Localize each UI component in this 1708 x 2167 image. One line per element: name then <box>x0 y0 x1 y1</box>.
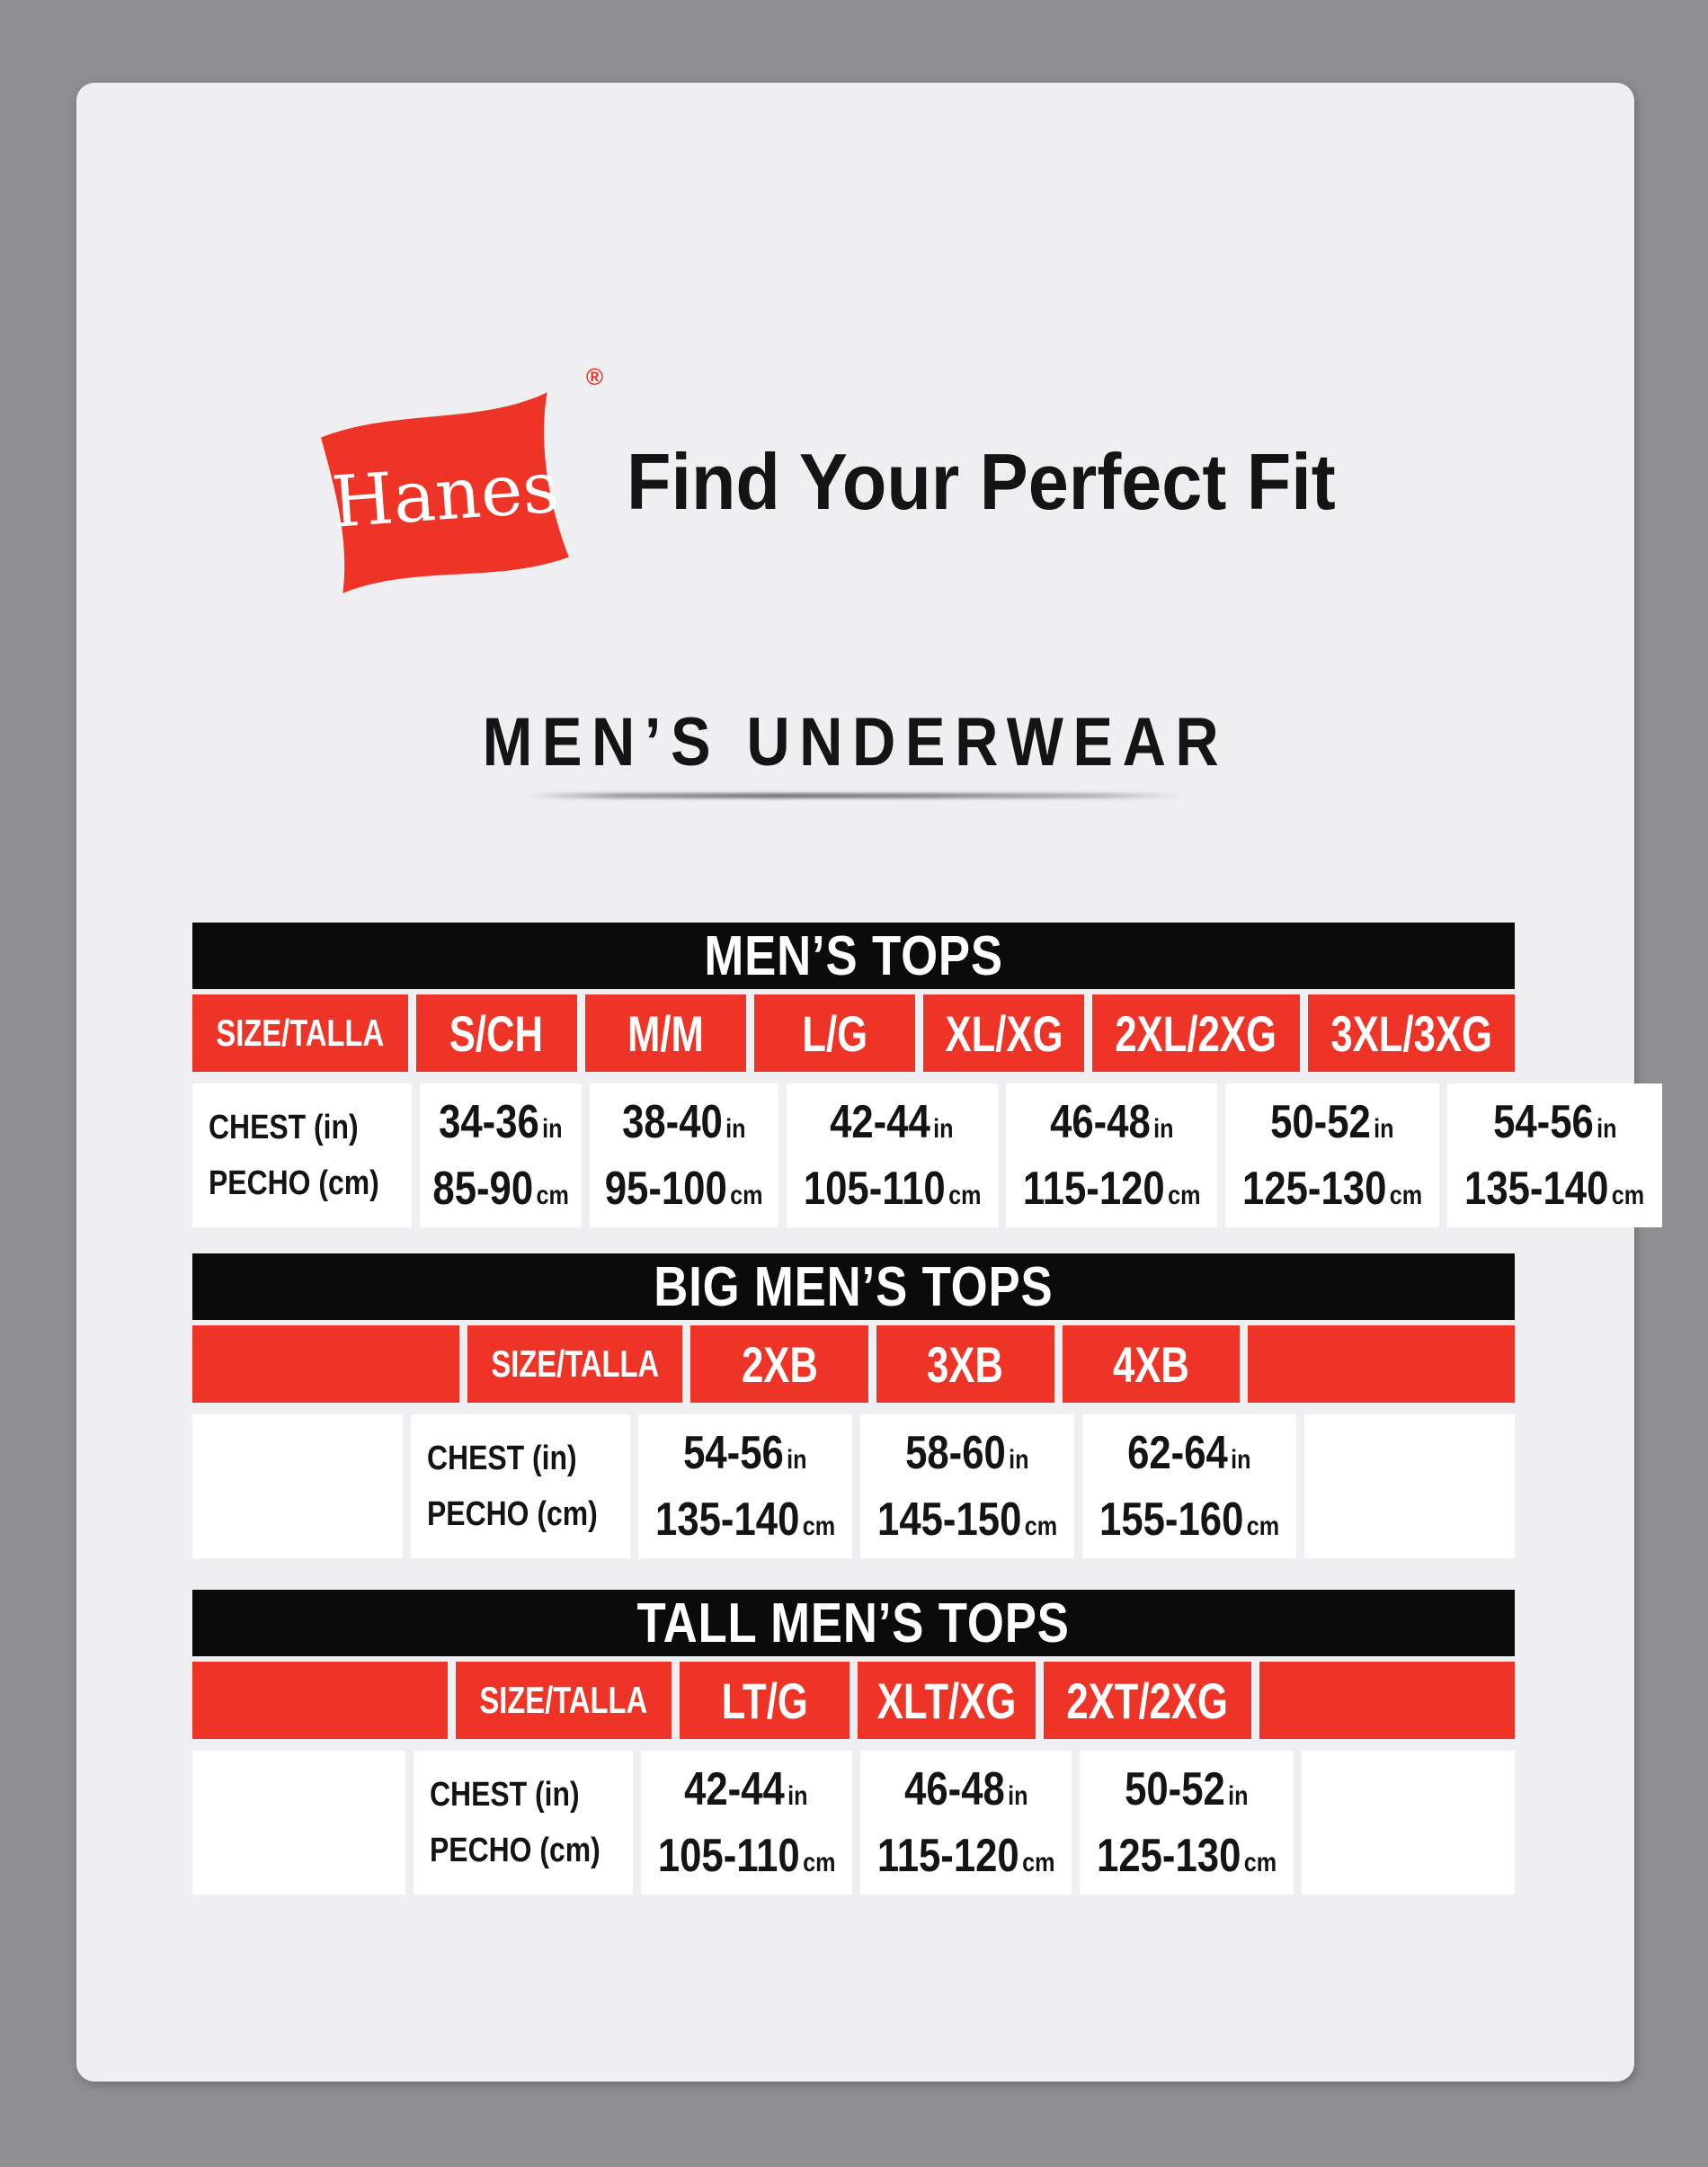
chest-label: CHEST (in) <box>429 1776 580 1814</box>
table-big-mens-tops <box>192 1253 1515 1558</box>
spacer-cell <box>1248 1325 1515 1403</box>
chest-pecho-label-cell <box>414 1751 633 1895</box>
value-cell: 54-56 in 135-140 cm <box>638 1414 852 1558</box>
size-cell: 2XT/2XG <box>1044 1662 1250 1739</box>
svg-text:Hanes: Hanes <box>329 445 562 544</box>
value-cell: 46-48 in 115-120 cm <box>860 1751 1072 1895</box>
registered-trademark-icon: ® <box>585 363 603 390</box>
table-tall-mens-tops <box>192 1590 1515 1895</box>
size-cell: L/G <box>754 994 915 1072</box>
headline <box>627 439 1526 525</box>
spacer-cell <box>1304 1414 1515 1558</box>
value-cell: 50-52 in 125-130 cm <box>1080 1751 1294 1895</box>
size-cell: XLT/XG <box>858 1662 1036 1739</box>
value-cell: 62-64 in 155-160 cm <box>1082 1414 1296 1558</box>
table-title-band <box>192 1590 1515 1656</box>
measurement-row <box>192 1414 1515 1558</box>
size-cell: 4XB <box>1063 1325 1241 1403</box>
value-cell: 38-40 in 95-100 cm <box>590 1084 778 1227</box>
size-header-row <box>192 1325 1515 1403</box>
hanes-flag-icon <box>308 376 589 615</box>
table-mens-tops <box>192 923 1645 1227</box>
chest-pecho-label-cell <box>411 1414 630 1558</box>
table-title: BIG MEN’S TOPS <box>654 1255 1054 1318</box>
size-cell: 3XB <box>876 1325 1054 1403</box>
size-cell: 2XL/2XG <box>1092 994 1299 1072</box>
size-talla-header-cell: SIZE/TALLA <box>456 1662 672 1739</box>
table-title: TALL MEN’S TOPS <box>636 1592 1071 1654</box>
table-title: MEN’S TOPS <box>704 924 1003 987</box>
table-title-band <box>192 1253 1515 1320</box>
size-cell: S/CH <box>416 994 577 1072</box>
size-cell: LT/G <box>680 1662 850 1739</box>
size-talla-header-cell: SIZE/TALLA <box>467 1325 683 1403</box>
spacer-cell <box>1302 1751 1515 1895</box>
pecho-label: PECHO (cm) <box>429 1832 600 1869</box>
spacer-cell <box>192 1414 403 1558</box>
size-header-row <box>192 994 1515 1072</box>
spacer-cell <box>1259 1662 1515 1739</box>
chest-pecho-label-cell <box>192 1084 412 1227</box>
size-chart-card <box>76 83 1645 2082</box>
table-title-band <box>192 923 1515 989</box>
value-cell: 50-52 in 125-130 cm <box>1225 1084 1439 1227</box>
headline-text: Find Your Perfect Fit <box>627 437 1336 526</box>
value-cell: 58-60 in 145-150 cm <box>860 1414 1074 1558</box>
measurement-row <box>192 1084 1645 1227</box>
size-cell: XL/XG <box>923 994 1084 1072</box>
spacer-cell <box>192 1662 448 1739</box>
page-title <box>76 703 1634 781</box>
value-cell: 54-56 in 135-140 cm <box>1447 1084 1661 1227</box>
value-cell: 34-36 in 85-90 cm <box>420 1084 582 1227</box>
size-cell: M/M <box>585 994 746 1072</box>
value-cell: 42-44 in 105-110 cm <box>787 1084 998 1227</box>
hanes-logo <box>308 363 603 615</box>
pecho-label: PECHO (cm) <box>209 1164 379 1202</box>
chest-label: CHEST (in) <box>426 1440 577 1477</box>
spacer-cell <box>192 1325 459 1403</box>
size-header-row <box>192 1662 1515 1739</box>
value-cell: 46-48 in 115-120 cm <box>1006 1084 1217 1227</box>
spacer-cell <box>192 1751 405 1895</box>
pecho-label: PECHO (cm) <box>426 1495 598 1533</box>
title-underline-divider <box>526 793 1182 798</box>
value-cell: 42-44 in 105-110 cm <box>641 1751 852 1895</box>
size-cell: 3XL/3XG <box>1308 994 1515 1072</box>
page-title-text: MEN’S UNDERWEAR <box>482 704 1229 780</box>
measurement-row <box>192 1751 1515 1895</box>
size-cell: 2XB <box>690 1325 868 1403</box>
chest-label: CHEST (in) <box>209 1109 359 1146</box>
size-talla-header-cell: SIZE/TALLA <box>192 994 408 1072</box>
